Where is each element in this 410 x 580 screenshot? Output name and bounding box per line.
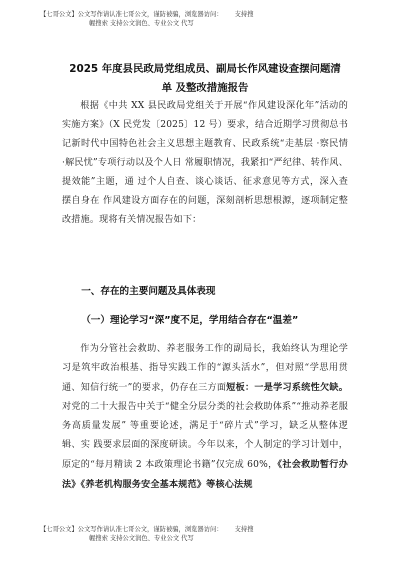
top-watermark-banner (40, 10, 380, 28)
body-bold-text: 短板：一是学习系统性欠缺。 (226, 382, 349, 393)
body-text: 对党的二十大报告中关于“健全分层分类的社会救助体系”“推动养老服务高质量发展” 等重要论述，满足于“碎片式”学习，缺乏从整体逻辑、实 践要求层面的深度研读。今年以来，个人制定的学习计划中，原定的“每月精读 2 本政策理论书籍”仅完成 60%， (62, 402, 348, 470)
banner-text: 幄搜索 支持公文润色、专业公文 代写 (89, 535, 194, 542)
section-heading: 一、存在的主要问题及具体表现 (81, 286, 216, 297)
banner-text: 【七哥公文】公文写作请认准七哥公文，谨防被骗，浏览器访问： (40, 526, 223, 533)
bottom-watermark-banner (40, 525, 380, 543)
banner-text: 幄搜索 支持公文润色、专业公文 代写 (89, 20, 194, 27)
body-paragraph (62, 340, 348, 495)
subsection-heading: （一）理论学习“深”度不足，学用结合存在“温差” (81, 315, 299, 326)
banner-text: 支持搜 (234, 526, 254, 533)
intro-paragraph: 根据《中共 XX 县民政局党组关于开展“作风建设深化年”活动的实施方案》（X 民党发〔2025〕12 号）要求，结合近期学习贯彻总书记新时代中国特色社会主义思想主题教育、民政系统“走基层 ·察民情 ·解民忧”专项行动以及个人日 常履职情况，我紧扣“严纪律、转作风、提效能”主题，通 过个人自查、谈心谈话、征求意见等方式，深入查摆自身在 作风建设方面存在的问题，深刻剖析思想根源，逐项制定整改措施。现将有关情况报告如下： (62, 101, 348, 225)
banner-text: 支持搜 (234, 11, 254, 18)
title-line: 单 及整改措施报告 (161, 82, 249, 94)
title-line: 2025 年度县民政局党组成员、副局长作风建设查摆问题清 (69, 63, 341, 75)
body-bold-text: 《社会救助暂行办法》《养老机构服务安全基本规范》等核心法规 (62, 459, 348, 490)
body-text: 作为分管社会救助、养老服务工作的副局长，我始终认为理论学习是筑牢政治根基、指导实践工作的“源头活水”，但对照“学思用贯通、知信行统一”的要求，仍存在三方面 (62, 344, 348, 393)
document-title (54, 60, 356, 98)
banner-text: 【七哥公文】公文写作请认准七哥公文，谨防被骗，浏览器访问： (40, 11, 223, 18)
